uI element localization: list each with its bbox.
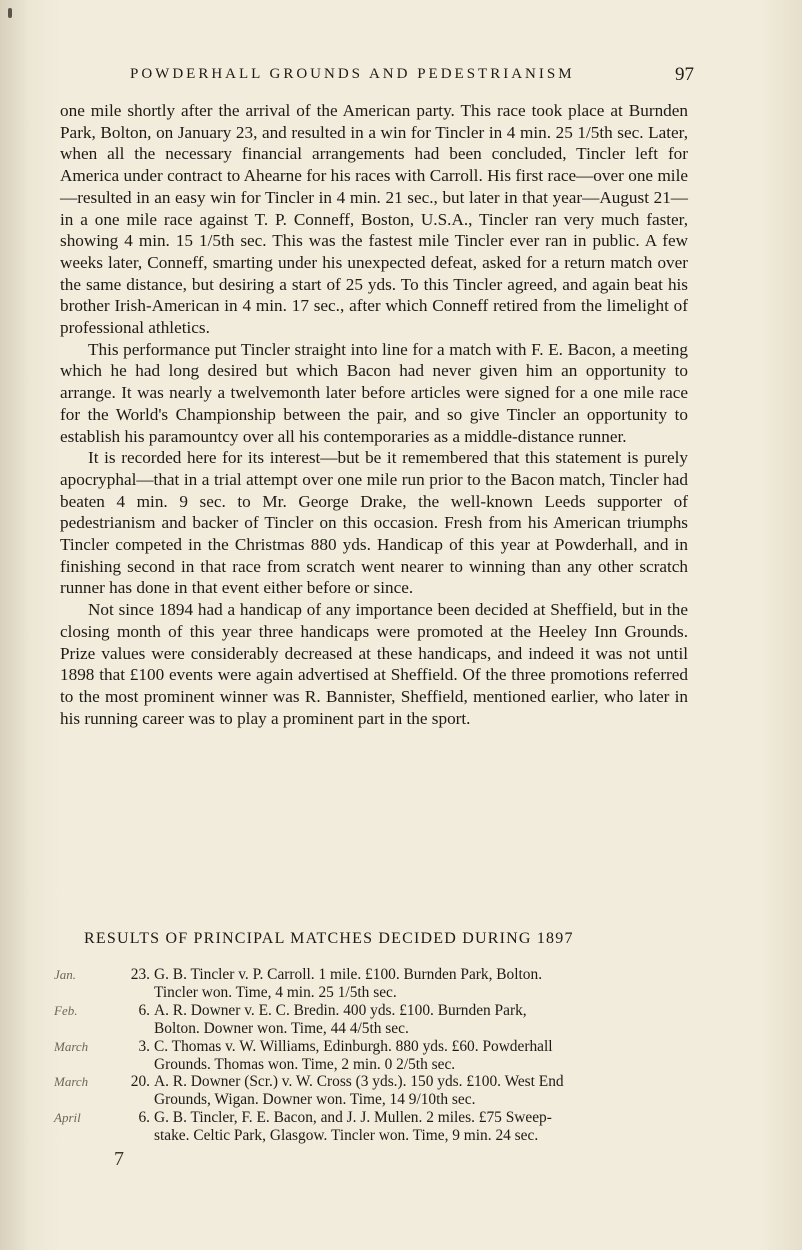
entry-line-2: Grounds. Thomas won. Time, 2 min. 0 2/5th sec. [154,1055,456,1073]
entry-line-2: stake. Celtic Park, Glasgow. Tincler won. Time, 9 min. 24 sec. [154,1127,539,1145]
running-head [60,64,700,88]
result-entry [54,1038,694,1074]
entry-line-2: Bolton. Downer won. Time, 44 4/5th sec. [154,1019,409,1037]
edge-mark [8,8,12,18]
result-entry [54,966,694,1002]
entry-day: 3. [138,1037,150,1055]
entry-line-1: A. R. Downer v. E. C. Bredin. 400 yds. £100. Burnden Park, [154,1001,527,1019]
entry-line-1: G. B. Tincler v. P. Carroll. 1 mile. £100. Burnden Park, Bolton. [154,966,543,983]
signature-mark: 7 [114,1148,124,1170]
paragraph: one mile shortly after the arrival of the American party. This race took place at Burnden Park, Bolton, on January 23, and resulted in a win for Tincler in 4 min. 25 1/5th sec. Later, when all the necessary financial arrangements had been concluded, Tincler left for America under contract to Ahearne for his races with Carroll. His first race—over one mile—resulted in an easy win for Tincler in 4 min. 21 sec., but later in that year—August 21—in a one mile race against T. P. Conneff, Boston, U.S.A., Tincler ran very much faster, showing 4 min. 15 1/5th sec. This was the fastest mile Tincler ever ran in public. A few weeks later, Conneff, smarting under his unexpected defeat, asked for a return match over the same distance, but desiring a start of 25 yds. To this Tincler agreed, and again beat his brother Irish-American in 4 min. 17 sec., after which Conneff retired from the limelight of professional athletics. [60,101,688,338]
entry-month: Feb. [54,1002,78,1018]
body-text [60,100,688,729]
paragraph: Not since 1894 had a handicap of any importance been decided at Sheffield, but in the closing month of this year three handicaps were promoted at the Heeley Inn Grounds. Prize values were considerably decreased at these handicaps, and indeed it was not until 1898 that £100 events were again advertised at Sheffield. Of the three promotions referred to the most prominent winner was R. Bannister, Sheffield, mentioned earlier, who later in his running career was to play a prominent part in the sport. [60,600,688,728]
result-entry [54,1109,694,1145]
entry-line-1: C. Thomas v. W. Williams, Edinburgh. 880 yds. £60. Powderhall [154,1037,553,1055]
result-entry [54,1002,694,1038]
entry-line-2: Tincler won. Time, 4 min. 25 1/5th sec. [154,983,397,1001]
results-list [54,966,694,1145]
entry-line-1: G. B. Tincler, F. E. Bacon, and J. J. Mullen. 2 miles. £75 Sweep- [154,1109,552,1127]
page-number: 97 [675,64,694,85]
entry-day: 23. [130,966,150,983]
entry-line-1: A. R. Downer (Scr.) v. W. Cross (3 yds.). 150 yds. £100. West End [154,1073,564,1091]
entry-line-2: Grounds, Wigan. Downer won. Time, 14 9/10th sec. [154,1091,476,1109]
entry-month: March [54,1038,89,1054]
entry-day: 20. [130,1073,150,1091]
running-title: POWDERHALL GROUNDS AND PEDESTRIANISM [130,66,575,82]
paragraph: This performance put Tincler straight into line for a match with F. E. Bacon, a meeting which he had long desired but which Bacon had never given him an opportunity to arrange. It was nearly a twelvemonth later before articles were signed for a one mile race for the World's Championship between the pair, and so give Tincler an opportunity to establish his paramountcy over all his contemporaries as a middle-distance runner. [60,339,688,446]
entry-month: March [54,1074,89,1090]
result-entry [54,1073,694,1109]
entry-month: April [54,1110,81,1126]
paragraph: It is recorded here for its interest—but be it remembered that this statement is purely apocryphal—that in a trial attempt over one mile run prior to the Bacon match, Tincler had beaten 4 min. 9 sec. to Mr. George Drake, the well-known Leeds supporter of pedestrianism and backer of Tincler on this occasion. Fresh from his American triumphs Tincler competed in the Christmas 880 yds. Handicap of this year at Powderhall, and in finishing second in that race from scratch went nearer to winning than any other scratch runner has done in that event either before or since. [60,448,688,598]
entry-day: 6. [138,1109,150,1127]
results-heading: RESULTS OF PRINCIPAL MATCHES DECIDED DURING 1897 [84,930,574,947]
entry-month: Jan. [54,967,77,982]
entry-day: 6. [138,1001,150,1019]
